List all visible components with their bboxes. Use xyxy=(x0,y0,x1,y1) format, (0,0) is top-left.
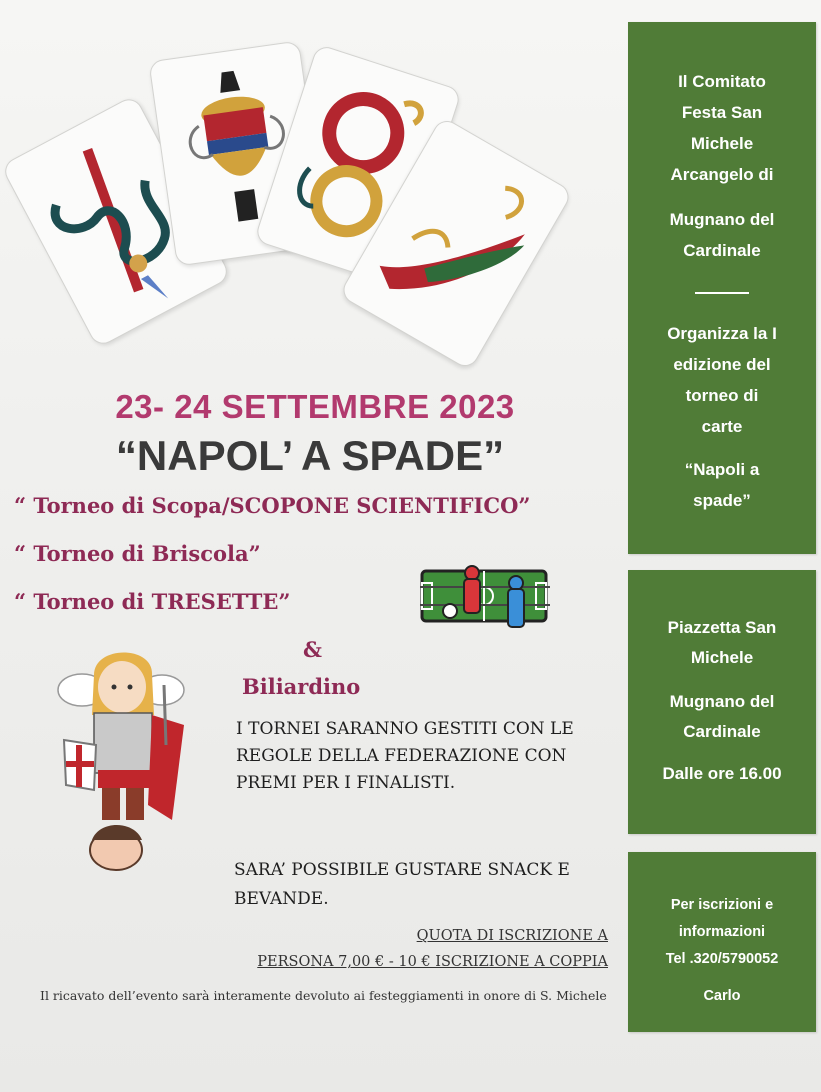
organizer-line: edizione del xyxy=(673,355,771,374)
snack-line: SARA’ POSSIBILE GUSTARE SNACK E xyxy=(234,860,570,880)
tournament-tresette: “ Torneo di TRESETTE” xyxy=(14,589,291,614)
contact-line: Per iscrizioni e xyxy=(670,897,774,913)
tournament-briscola: “ Torneo di Briscola” xyxy=(14,541,261,566)
billiardino-label: Biliardino xyxy=(242,674,361,699)
contact-box xyxy=(628,852,816,1032)
organizer-line: Mugnano del xyxy=(669,210,775,229)
organizer-line: torneo di xyxy=(685,386,759,405)
rules-line: REGOLE DELLA FEDERAZIONE CON xyxy=(236,746,567,766)
rules-line: PREMI PER I FINALISTI. xyxy=(236,773,456,793)
snack-line: BEVANDE. xyxy=(234,889,329,909)
location-line: Cardinale xyxy=(683,722,761,741)
location-box xyxy=(628,570,816,834)
event-date: 23- 24 SETTEMBRE 2023 xyxy=(115,388,515,425)
rules-text xyxy=(236,716,606,797)
organizer-line: Festa San xyxy=(681,103,763,122)
start-time: Dalle ore 16.00 xyxy=(662,764,782,783)
organizer-line: “Napoli a xyxy=(684,460,760,479)
proceeds-note: Il ricavato dell’evento sarà interamente devoluto ai festeggiamenti in onore di S. Michele xyxy=(40,988,607,1003)
contact-name: Carlo xyxy=(703,988,741,1004)
tournament-scopa: “ Torneo di Scopa/SCOPONE SCIENTIFICO” xyxy=(14,493,531,518)
rules-line: I TORNEI SARANNO GESTITI CON LE xyxy=(236,719,574,739)
location-line: Piazzetta San xyxy=(667,618,777,637)
ampersand: & xyxy=(303,637,322,662)
organizer-line: carte xyxy=(701,417,743,436)
organizer-line: Arcangelo di xyxy=(670,165,774,184)
registration-fee-line: PERSONA 7,00 € - 10 € ISCRIZIONE A COPPIA xyxy=(257,954,608,970)
registration-fee-line: QUOTA DI ISCRIZIONE A xyxy=(416,928,608,944)
contact-phone: Tel .320/5790052 xyxy=(665,951,779,967)
foosball-icon xyxy=(420,565,552,647)
contact-line: informazioni xyxy=(678,924,766,940)
location-line: Mugnano del xyxy=(669,692,775,711)
event-title: “NAPOL’ A SPADE” xyxy=(115,432,505,479)
location-line: Michele xyxy=(690,648,754,667)
organizer-line: Michele xyxy=(690,134,754,153)
snack-text xyxy=(234,856,604,914)
organizer-box xyxy=(628,22,816,554)
organizer-line: Organizza la I xyxy=(667,324,777,343)
organizer-line: Cardinale xyxy=(683,241,761,260)
organizer-line: spade” xyxy=(693,491,751,510)
organizer-line: Il Comitato xyxy=(678,72,766,91)
archangel-michael-illustration xyxy=(54,645,189,885)
